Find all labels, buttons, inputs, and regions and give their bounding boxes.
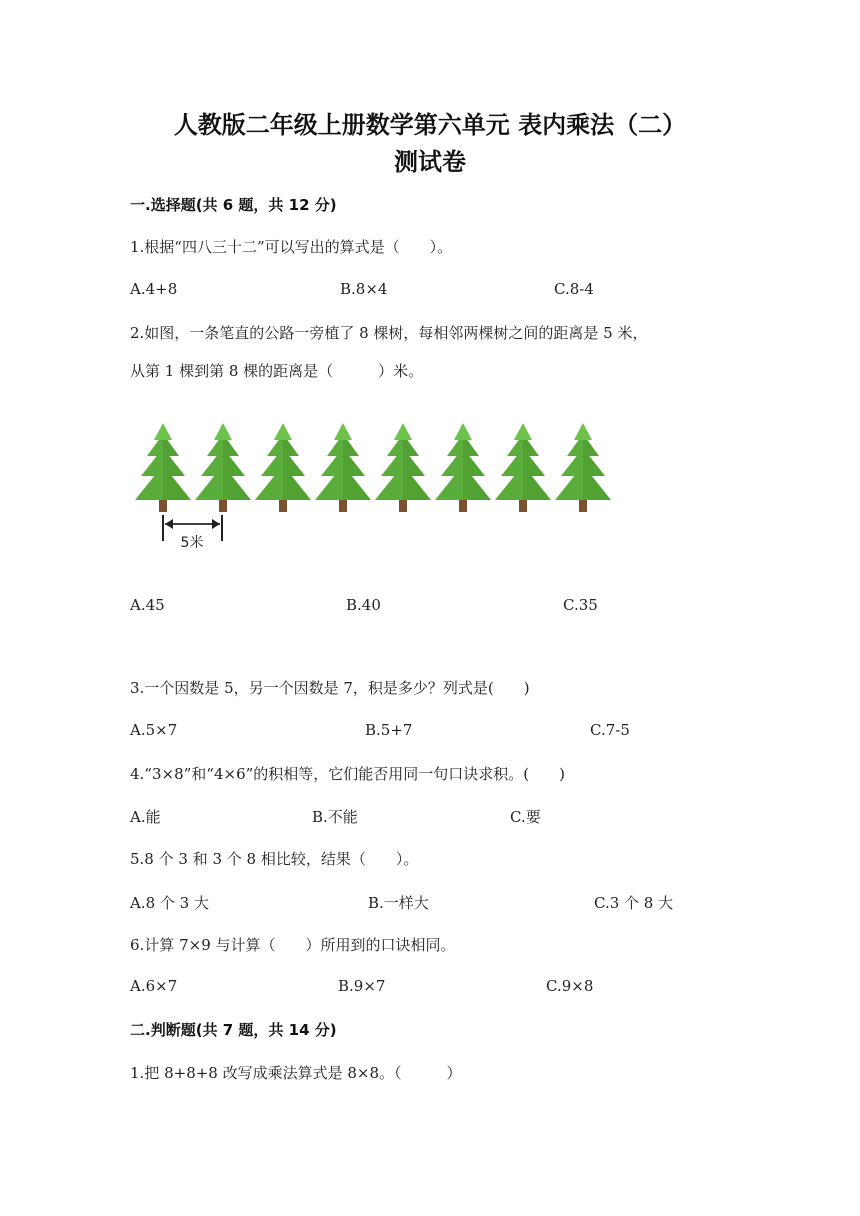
question-2-line2: 从第 1 棵到第 8 棵的距离是（ ）米。 xyxy=(130,362,424,380)
q1-option-a: A.4+8 xyxy=(130,280,178,298)
question-5: 5.8 个 3 和 3 个 8 相比较，结果（ ）。 xyxy=(130,850,419,868)
question-1: 1.根据“四八三十二”可以写出的算式是（ ）。 xyxy=(130,238,453,256)
q6-option-b: B.9×7 xyxy=(338,977,386,995)
document-title-line2: 测试卷 xyxy=(394,148,466,176)
distance-label: 5米 xyxy=(180,535,204,551)
tree-icon xyxy=(435,423,491,512)
q1-option-b: B.8×4 xyxy=(340,280,388,298)
q1-option-c: C.8-4 xyxy=(554,280,594,298)
question-2-line1: 2.如图，一条笔直的公路一旁植了 8 棵树，每相邻两棵树之间的距离是 5 米， xyxy=(130,324,648,342)
tree-icon xyxy=(375,423,431,512)
q5-option-b: B.一样大 xyxy=(368,894,429,912)
q2-option-b: B.40 xyxy=(346,596,381,614)
question-6: 6.计算 7×9 与计算（ ）所用到的口诀相同。 xyxy=(130,936,456,954)
question-3: 3.一个因数是 5，另一个因数是 7，积是多少？列式是( ) xyxy=(130,679,530,697)
q6-option-a: A.6×7 xyxy=(130,977,178,995)
document-title-line1: 人教版二年级上册数学第六单元 表内乘法（二） xyxy=(173,111,687,139)
q3-option-c: C.7-5 xyxy=(590,721,630,739)
tree-icon xyxy=(255,423,311,512)
q5-option-a: A.8 个 3 大 xyxy=(130,894,209,912)
q3-option-a: A.5×7 xyxy=(130,721,178,739)
q2-option-c: C.35 xyxy=(563,596,598,614)
q2-option-a: A.45 xyxy=(130,596,165,614)
tree-group xyxy=(135,423,611,512)
tf-question-1: 1.把 8+8+8 改写成乘法算式是 8×8。（ ） xyxy=(130,1064,462,1082)
section-heading-true-false: 二.判断题(共 7 题，共 14 分) xyxy=(130,1021,337,1039)
q4-option-a: A.能 xyxy=(130,808,161,826)
q4-option-b: B.不能 xyxy=(312,808,358,826)
tree-icon xyxy=(315,423,371,512)
tree-icon xyxy=(495,423,551,512)
tree-icon xyxy=(195,423,251,512)
section-heading-choice: 一.选择题(共 6 题，共 12 分) xyxy=(130,196,337,214)
question-4: 4.“3×8”和“4×6”的积相等，它们能否用同一句口诀求积。( ) xyxy=(130,765,566,783)
tree-row-figure xyxy=(128,420,618,555)
tree-icon xyxy=(555,423,611,512)
q6-option-c: C.9×8 xyxy=(546,977,594,995)
q3-option-b: B.5+7 xyxy=(365,721,413,739)
tree-icon xyxy=(135,423,191,512)
q4-option-c: C.要 xyxy=(510,808,541,826)
q5-option-c: C.3 个 8 大 xyxy=(594,894,674,912)
